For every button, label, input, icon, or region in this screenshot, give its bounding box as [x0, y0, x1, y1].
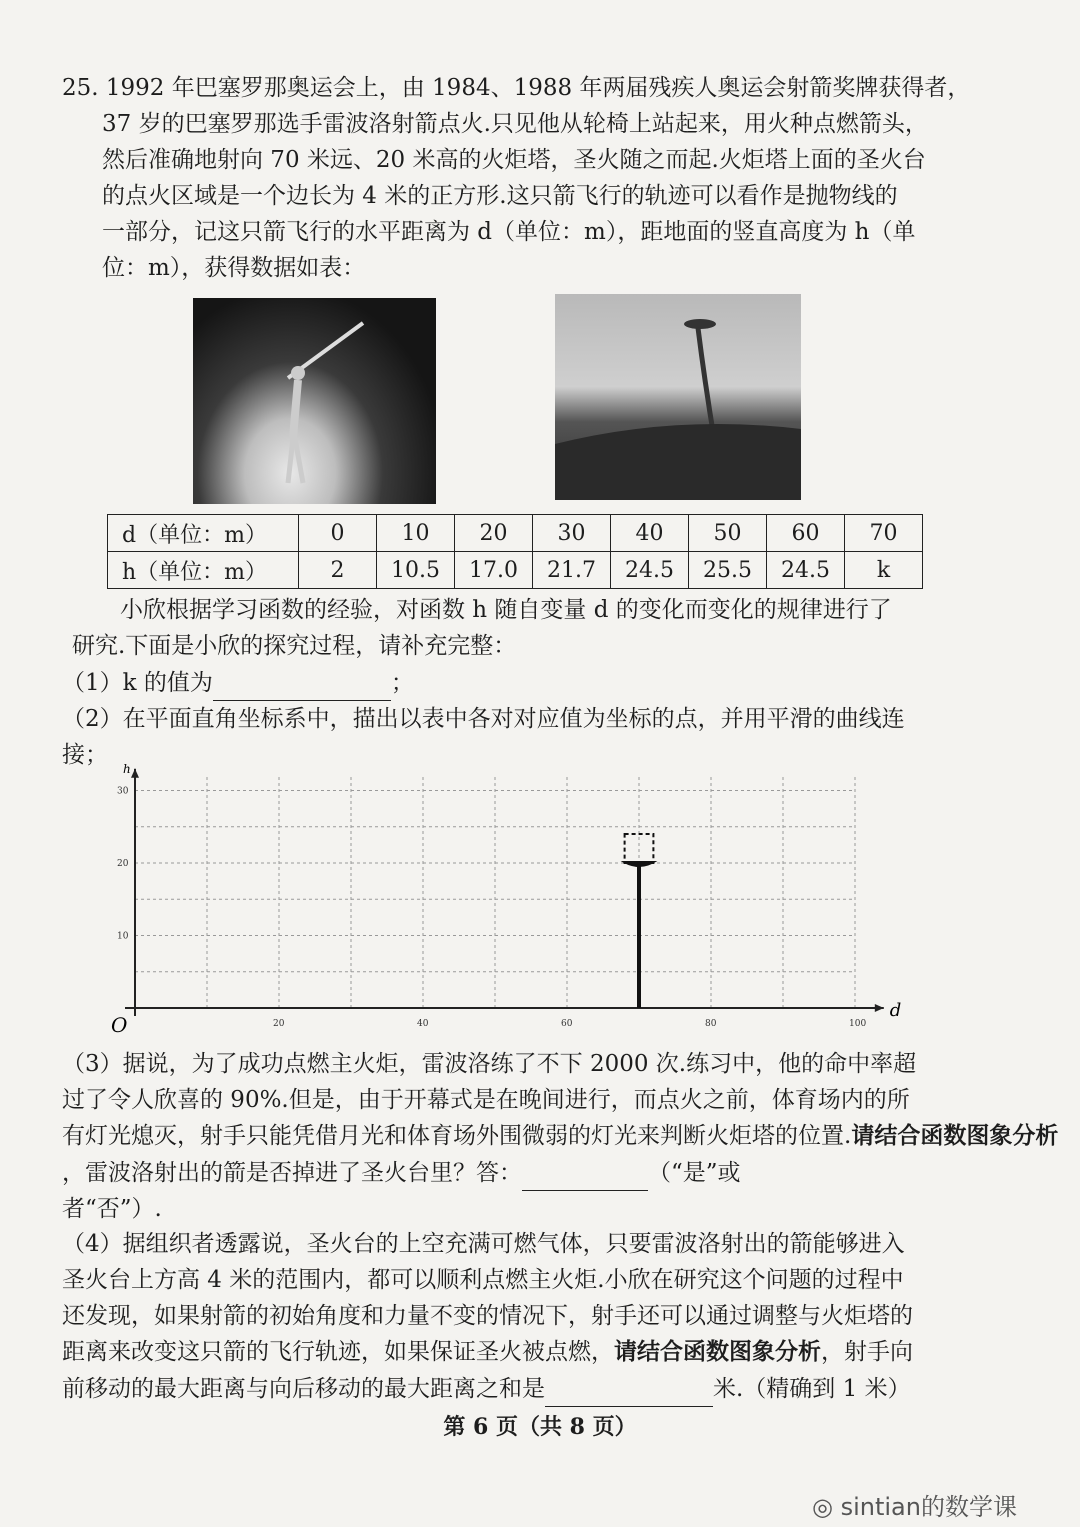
table-cell: 17.0 — [455, 552, 533, 589]
x-tick-label: 80 — [705, 1019, 717, 1029]
table-cell: 24.5 — [611, 552, 689, 589]
data-table — [107, 514, 923, 589]
origin-label: O — [111, 1013, 128, 1037]
x-tick-label: 60 — [561, 1019, 573, 1029]
table-row-h — [108, 552, 923, 589]
table-cell: 0 — [299, 515, 377, 552]
page-footer: 第 6 页（共 8 页） — [443, 1414, 637, 1440]
table-cell: 21.7 — [533, 552, 611, 589]
table-cell: 20 — [455, 515, 533, 552]
table-cell: k — [845, 552, 923, 589]
y-tick-label: 10 — [117, 931, 129, 942]
x-tick-label: 40 — [417, 1019, 429, 1029]
table-cell: 10 — [377, 515, 455, 552]
question-line-2: 37 岁的巴塞罗那选手雷波洛射箭点火.只见他从轮椅上站起来，用火种点燃箭头， — [102, 111, 928, 137]
part1: （1）k 的值为 ； — [62, 664, 952, 701]
table-cell: 30 — [533, 515, 611, 552]
answer-blank-3[interactable] — [522, 1154, 648, 1191]
answer-blank-4[interactable] — [545, 1370, 713, 1407]
torch-tower-drawing — [621, 834, 658, 1008]
table-cell: 50 — [689, 515, 767, 552]
y-axis-label: h — [123, 761, 131, 776]
y-tick-label: 20 — [117, 859, 129, 869]
archer-figure-icon — [193, 298, 436, 504]
grid-lines — [135, 776, 855, 1008]
question-line-1: 25. 1992 年巴塞罗那奥运会上，由 1984、1988 年两届残疾人奥运会射箭奖牌获得者， — [62, 75, 971, 101]
x-axis-label: d — [889, 1000, 902, 1021]
table-row-d — [108, 515, 923, 552]
part2-line-1: （2）在平面直角坐标系中，描出以表中各对对应值为坐标的点，并用平滑的曲线连 — [62, 706, 905, 732]
archer-photo — [193, 298, 436, 504]
question-line-4: 的点火区域是一个边长为 4 米的正方形.这只箭飞行的轨迹可以看作是抛物线的 — [102, 183, 898, 209]
part4: （4）据组织者透露说，圣火台的上空充满可燃气体，只要雷波洛射出的箭能够进入 圣火台上方高 4 米的范围内，都可以顺利点燃主火炬.小欣在研究这个问题的过程中 还发现，如果射箭的初始角度和力量不变的情况下，射手还可以通过调整与火炬塔的 距离来改变这只箭的飞行轨迹，如果保证圣火被点燃，请结合函数图象分析，射手向 前移动的最大距离与向后移动的最大距离之和是 米.（精确到 1 米） — [62, 1226, 952, 1407]
table-cell: 25.5 — [689, 552, 767, 589]
intro-text: 小欣根据学习函数的经验，对函数 h 随自变量 d 的变化而变化的规律进行了 研究.下面是小欣的探究过程，请补充完整： （1）k 的值为 ； （2）在平面直角坐标系中，描出以表中各对对应值为坐标的点，并用平滑的曲线连 接； — [62, 592, 952, 773]
coordinate-graph — [105, 761, 902, 1037]
x-tick-label: 20 — [273, 1019, 285, 1029]
axes — [125, 769, 884, 1016]
part3: （3）据说，为了成功点燃主火炬，雷波洛练了不下 2000 次.练习中，他的命中率超 过了令人欣喜的 90%.但是，由于开幕式是在晚间进行，而点火之前，体育场内的所 有灯光熄灭，射手只能凭借月光和体育场外围微弱的灯光来判断火炬塔的位置.请结合函数图象分析 ，雷波洛射出的箭是否掉进了圣火台里？答： （“是”或 者“否”）. — [62, 1051, 1059, 1222]
answer-blank-1[interactable] — [213, 664, 391, 701]
part3-question: ，雷波洛射出的箭是否掉进了圣火台里？答： — [62, 1160, 522, 1186]
question-stem — [62, 70, 971, 286]
table-cell: 24.5 — [767, 552, 845, 589]
x-axis-arrow-icon — [875, 1004, 884, 1012]
table-header-h: h（单位：m） — [108, 552, 299, 589]
question-line-5: 一部分，记这只箭飞行的水平距离为 d（单位：m），距地面的竖直高度为 h（单 — [102, 219, 916, 245]
table-cell: 60 — [767, 515, 845, 552]
torch-tower-photo — [555, 294, 801, 500]
table-header-d: d（单位：m） — [108, 515, 299, 552]
y-axis-arrow-icon — [131, 769, 139, 778]
question-line-3: 然后准确地射向 70 米远、20 米高的火炬塔，圣火随之而起.火炬塔上面的圣火台 — [102, 147, 926, 173]
question-number: 25. — [62, 75, 99, 101]
y-tick-label: 30 — [117, 786, 129, 797]
table-cell: 2 — [299, 552, 377, 589]
watermark: ◎ sintian的数学课 — [812, 1493, 1017, 1521]
torch-tower-icon — [555, 294, 801, 500]
question-line-6: 位：m），获得数据如表： — [102, 255, 366, 281]
part2-line-2: 接； — [62, 742, 108, 768]
table-cell: 40 — [611, 515, 689, 552]
table-cell: 10.5 — [377, 552, 455, 589]
x-tick-label: 100 — [849, 1019, 867, 1029]
table-cell: 70 — [845, 515, 923, 552]
